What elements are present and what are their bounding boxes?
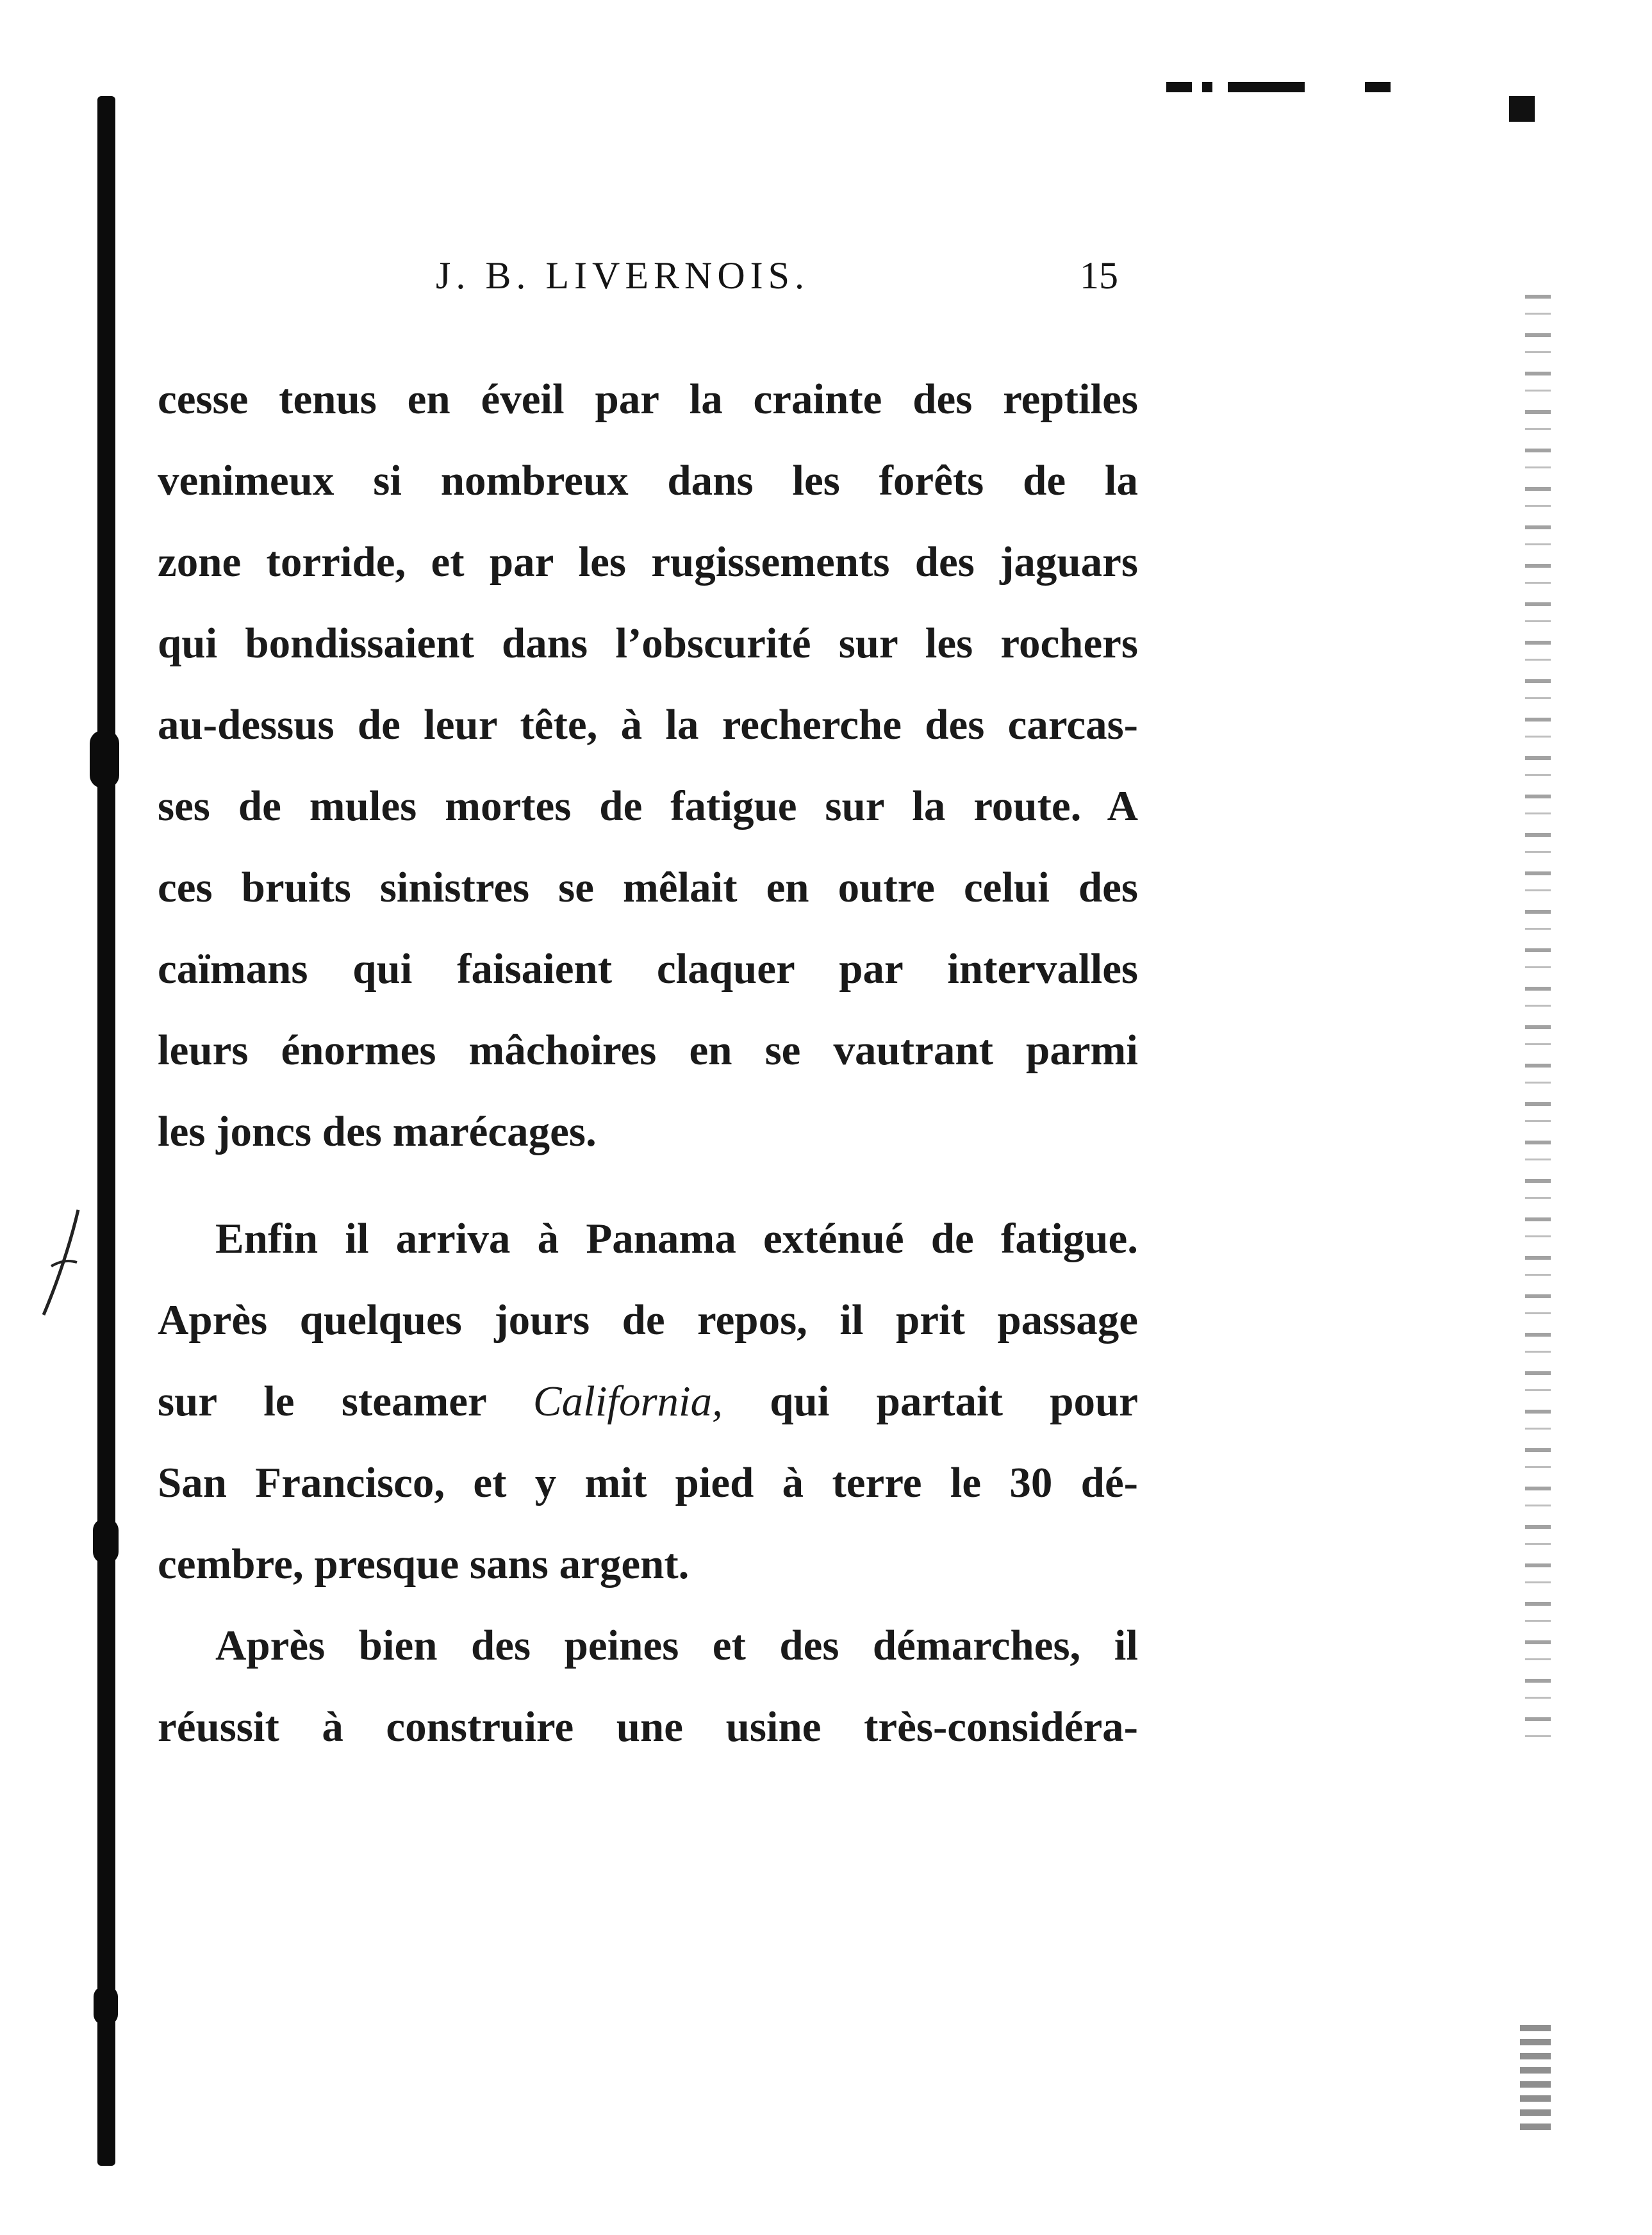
- margin-pen-mark: [38, 1205, 90, 1320]
- running-head: J. B. LIVERNOIS.: [436, 254, 810, 297]
- ship-name: California,: [533, 1378, 723, 1425]
- text-line: Enfin il arriva à Panama exténué de fatigue.: [215, 1215, 1138, 1262]
- text-line: venimeux si nombreux dans les forêts de la: [158, 457, 1138, 504]
- page-number: 15: [1080, 254, 1118, 297]
- scan-edge-speckle: [1525, 295, 1551, 1743]
- scan-artifact: [1166, 82, 1192, 92]
- paragraph: [158, 359, 1138, 1173]
- paragraph: [158, 1605, 1138, 1768]
- text-line: réussit à construire une usine très-considéra-: [158, 1703, 1138, 1751]
- text-line: zone torride, et par les rugissements des jaguars: [158, 538, 1138, 586]
- text-line: qui bondissaient dans l’obscurité sur les rochers: [158, 620, 1138, 667]
- scan-edge-speckle: [1520, 2025, 1551, 2134]
- text-line: Après bien des peines et des démarches, il: [215, 1622, 1138, 1669]
- text-line: San Francisco, et y mit pied à terre le 30 dé-: [158, 1459, 1138, 1506]
- scan-artifact: [1365, 82, 1391, 92]
- text-line: [158, 1361, 1138, 1442]
- scan-artifact: [1509, 96, 1535, 122]
- scan-artifact: [1228, 82, 1305, 92]
- scan-artifact: [1202, 82, 1212, 92]
- body-text: [158, 359, 1138, 1768]
- text-line: leurs énormes mâchoires en se vautrant parmi: [158, 1027, 1138, 1074]
- binding-edge-mark: [93, 1519, 119, 1563]
- text-run: sur le steamer: [158, 1378, 533, 1425]
- text-line: au-dessus de leur tête, à la recherche des carcas-: [158, 701, 1138, 748]
- binding-edge: [97, 96, 115, 2166]
- text-line: caïmans qui faisaient claquer par intervalles: [158, 945, 1138, 993]
- text-line: Après quelques jours de repos, il prit passage: [158, 1296, 1138, 1344]
- text-line: cesse tenus en éveil par la crainte des reptiles: [158, 375, 1138, 423]
- text-line: cembre, presque sans argent.: [158, 1540, 690, 1588]
- text-run: qui partait pour: [722, 1378, 1139, 1425]
- binding-edge-mark: [94, 1986, 118, 2025]
- text-line: ses de mules mortes de fatigue sur la route. A: [158, 782, 1138, 830]
- paragraph: [158, 1198, 1138, 1605]
- text-line: ces bruits sinistres se mêlait en outre celui des: [158, 864, 1138, 911]
- binding-edge-mark: [90, 730, 119, 788]
- text-line: les joncs des marécages.: [158, 1108, 597, 1155]
